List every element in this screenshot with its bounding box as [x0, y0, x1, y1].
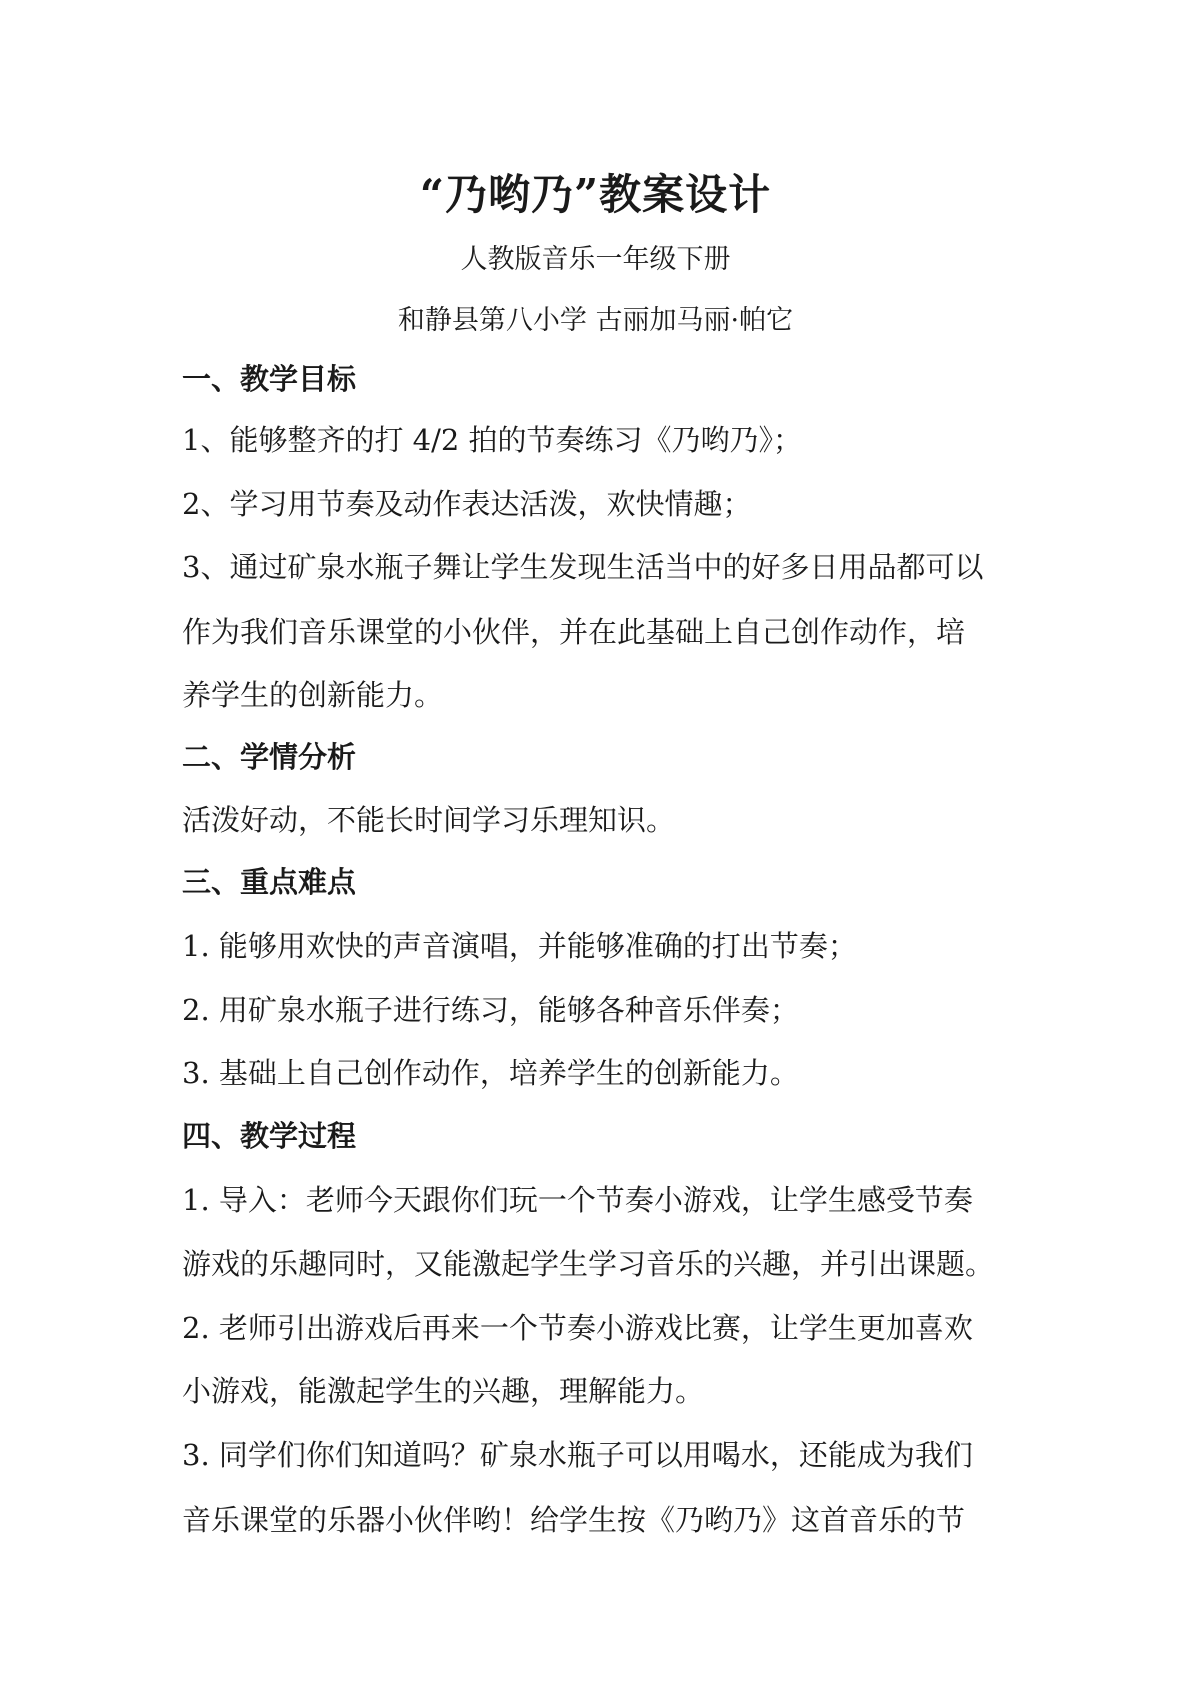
process-item: 1. 导入：老师今天跟你们玩一个节奏小游戏，让学生感受节奏 — [182, 1183, 973, 1217]
goal-item: 1、能够整齐的打 4/2 拍的节奏练习《乃哟乃》； — [182, 423, 803, 457]
document-title: “乃哟乃”教案设计 — [419, 170, 772, 219]
process-item: 2. 老师引出游戏后再来一个节奏小游戏比赛，让学生更加喜欢 — [182, 1311, 973, 1345]
analysis-item: 活泼好动，不能长时间学习乐理知识。 — [182, 803, 676, 837]
key-point-item: 3. 基础上自己创作动作，培养学生的创新能力。 — [182, 1056, 799, 1090]
document-subtitle: 人教版音乐一年级下册 — [460, 244, 731, 275]
key-point-item: 2. 用矿泉水瓶子进行练习，能够各种音乐伴奏； — [182, 993, 799, 1027]
section-heading-process: 四、教学过程 — [182, 1119, 357, 1153]
section-heading-key-points: 三、重点难点 — [182, 865, 357, 899]
goal-item: 养学生的创新能力。 — [182, 678, 444, 712]
process-item: 游戏的乐趣同时，又能激起学生学习音乐的兴趣，并引出课题。 — [182, 1247, 995, 1281]
goal-item: 2、学习用节奏及动作表达活泼，欢快情趣； — [182, 487, 752, 521]
process-item: 音乐课堂的乐器小伙伴哟！给学生按《乃哟乃》这首音乐的节 — [182, 1503, 966, 1537]
key-point-item: 1. 能够用欢快的声音演唱，并能够准确的打出节奏； — [182, 929, 857, 963]
goal-item: 作为我们音乐课堂的小伙伴，并在此基础上自己创作动作，培 — [182, 615, 966, 649]
process-item: 小游戏，能激起学生的兴趣，理解能力。 — [182, 1374, 705, 1408]
goal-item: 3、通过矿泉水瓶子舞让学生发现生活当中的好多日用品都可以 — [182, 550, 984, 584]
author-line: 和静县第八小学 古丽加马丽·帕它 — [397, 305, 794, 336]
section-heading-analysis: 二、学情分析 — [182, 740, 357, 774]
section-heading-goals: 一、教学目标 — [182, 362, 357, 396]
process-item: 3. 同学们你们知道吗？矿泉水瓶子可以用喝水，还能成为我们 — [182, 1438, 973, 1472]
